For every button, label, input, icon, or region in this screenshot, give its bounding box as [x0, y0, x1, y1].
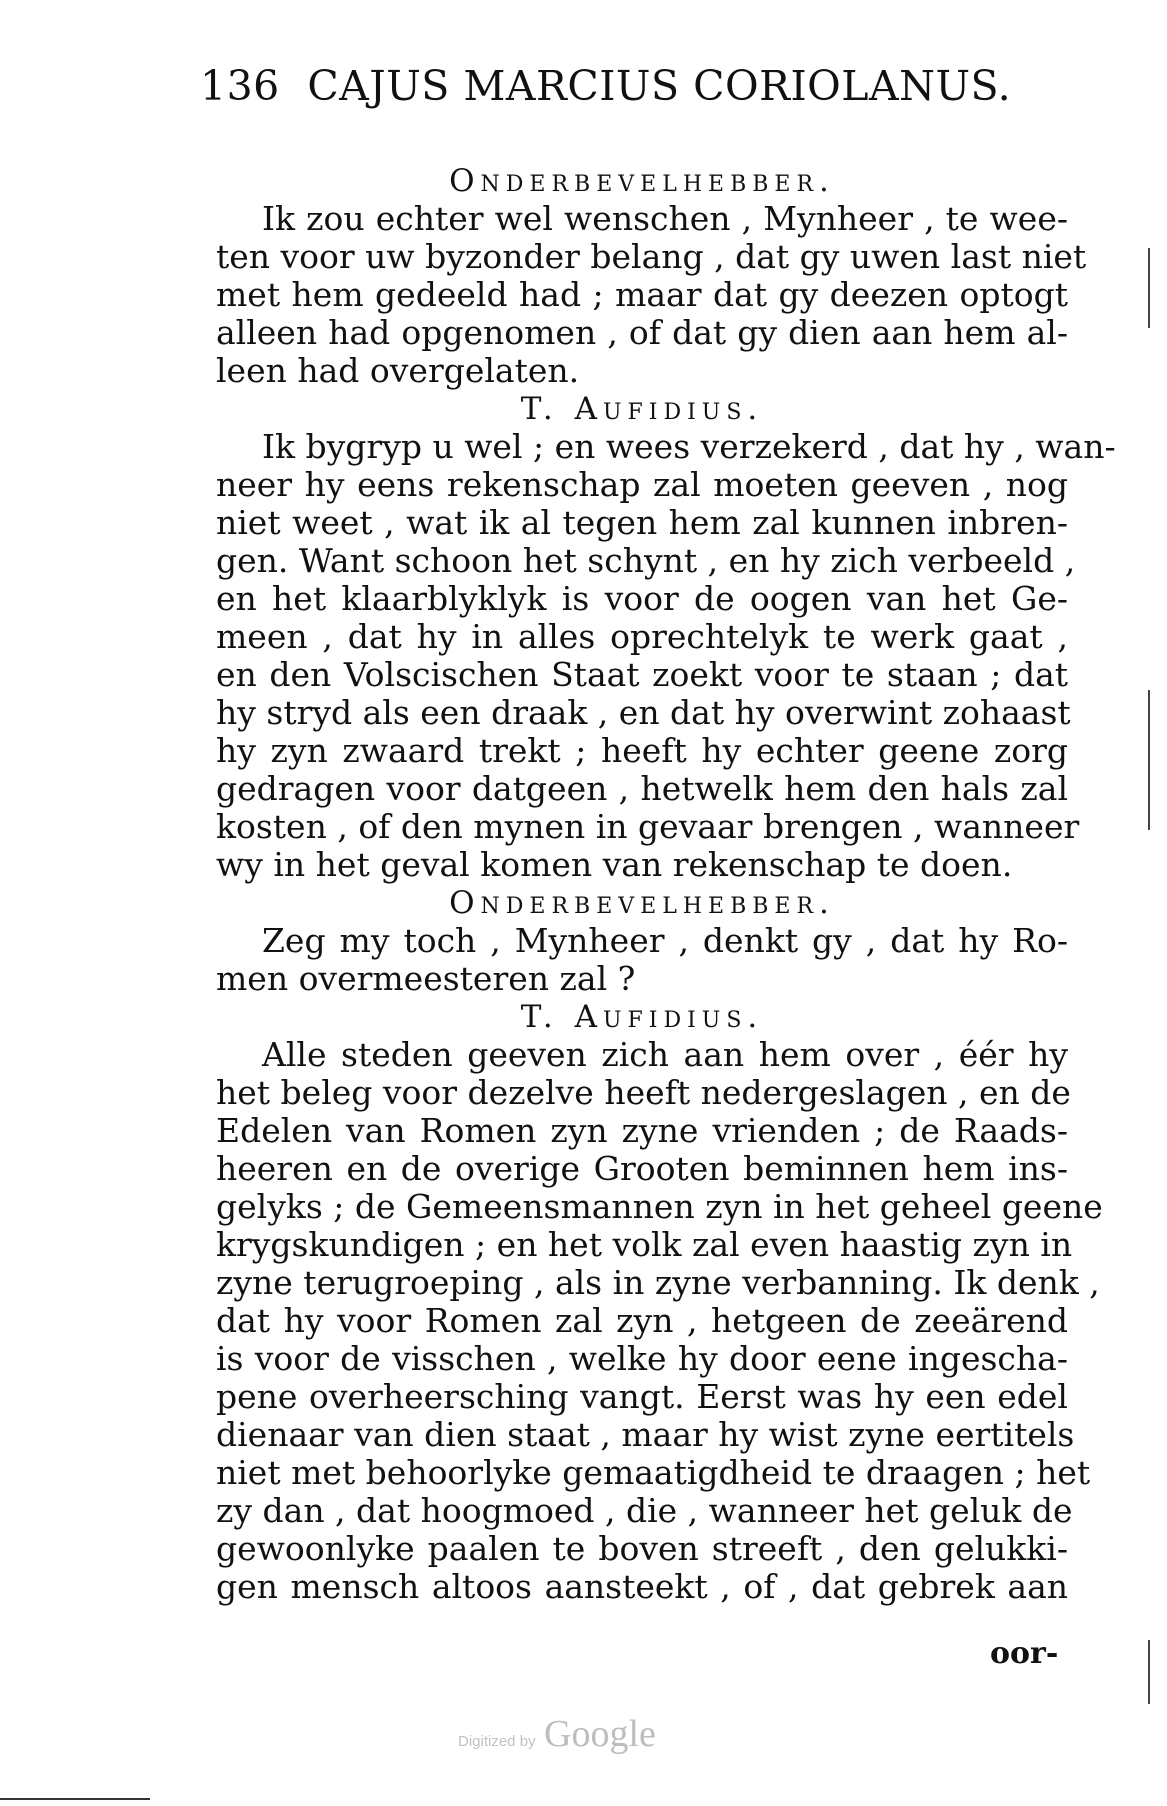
text-line: meen , dat hy in alles oprechtelyk te werk gaat ,: [216, 617, 1068, 656]
scan-edge-line: [1148, 690, 1150, 830]
speaker-heading: T. Aufidius.: [520, 999, 764, 1035]
text-line: hy stryd als een draak , en dat hy overwint zohaast: [216, 693, 1071, 732]
digitized-prefix: Digitized by: [458, 1733, 536, 1750]
text-line: dat hy voor Romen zal zyn , hetgeen de zeeärend: [216, 1301, 1068, 1340]
text-line: gen mensch altoos aansteekt , of , dat gebrek aan: [216, 1567, 1068, 1606]
text-line: kosten , of den mynen in gevaar brengen , wanneer: [216, 807, 1080, 846]
text-line: Alle steden geeven zich aan hem over , éér hy: [262, 1035, 1068, 1074]
text-line: met hem gedeeld had ; maar dat gy deezen optogt: [216, 275, 1068, 314]
text-line: heeren en de overige Grooten beminnen hem ins-: [216, 1149, 1068, 1188]
text-line: dienaar van dien staat , maar hy wist zyne eertitels: [216, 1415, 1075, 1454]
text-block: [216, 162, 1116, 1606]
text-line: gen. Want schoon het schynt , en hy zich verbeeld ,: [216, 541, 1076, 580]
text-line: Edelen van Romen zyn zyne vrienden ; de Raads-: [216, 1111, 1068, 1150]
text-line: krygskundigen ; en het volk zal even haastig zyn in: [216, 1225, 1073, 1264]
text-line: niet met behoorlyke gemaatigdheid te draagen ; het: [216, 1453, 1091, 1492]
text-line: het beleg voor dezelve heeft nedergeslagen , en de: [216, 1073, 1071, 1112]
catchword: oor-: [990, 1636, 1059, 1671]
text-line: niet weet , wat ik al tegen hem zal kunnen inbren-: [216, 503, 1068, 542]
running-head: [200, 62, 1011, 110]
text-line: men overmeesteren zal ?: [216, 959, 636, 998]
text-line: neer hy eens rekenschap zal moeten geeven , nog: [216, 465, 1068, 504]
text-line: wy in het geval komen van rekenschap te doen.: [216, 845, 1013, 884]
speaker-heading: T. Aufidius.: [520, 391, 764, 427]
page-number: 136: [200, 62, 280, 110]
scan-edge-line: [1148, 1640, 1150, 1704]
text-line: hy zyn zwaard trekt ; heeft hy echter geene zorg: [216, 731, 1068, 770]
text-line: gewoonlyke paalen te boven streeft , den gelukki-: [216, 1529, 1068, 1568]
text-line: en het klaarblyklyk is voor de oogen van het Ge-: [216, 579, 1068, 618]
text-line: is voor de visschen , welke hy door eene ingescha-: [216, 1339, 1068, 1378]
speaker-heading: Onderbevelhebber.: [449, 885, 835, 921]
text-line: gedragen voor datgeen , hetwelk hem den hals zal: [216, 769, 1068, 808]
scan-edge-line: [1148, 248, 1150, 328]
text-line: Zeg my toch , Mynheer , denkt gy , dat hy Ro-: [262, 921, 1068, 960]
text-line: zy dan , dat hoogmoed , die , wanneer het geluk de: [216, 1491, 1073, 1530]
text-line: pene overheersching vangt. Eerst was hy een edel: [216, 1377, 1068, 1416]
text-line: ten voor uw byzonder belang , dat gy uwen last niet: [216, 237, 1087, 276]
google-logo: Google: [544, 1713, 656, 1755]
text-line: en den Volscischen Staat zoekt voor te staan ; dat: [216, 655, 1068, 694]
text-line: leen had overgelaten.: [216, 351, 580, 390]
text-line: Ik bygryp u wel ; en wees verzekerd , dat hy , wan-: [262, 427, 1116, 466]
digitized-watermark: [458, 1712, 656, 1756]
speaker-heading: Onderbevelhebber.: [449, 163, 835, 199]
text-line: gelyks ; de Gemeensmannen zyn in het geheel geene: [216, 1187, 1103, 1226]
text-line: alleen had opgenomen , of dat gy dien aan hem al-: [216, 313, 1068, 352]
text-line: zyne terugroeping , als in zyne verbanning. Ik denk ,: [216, 1263, 1100, 1302]
scan-bottom-edge: [0, 1798, 150, 1800]
text-line: Ik zou echter wel wenschen , Mynheer , te wee-: [262, 199, 1068, 238]
running-title: CAJUS MARCIUS CORIOLANUS.: [307, 62, 1012, 110]
